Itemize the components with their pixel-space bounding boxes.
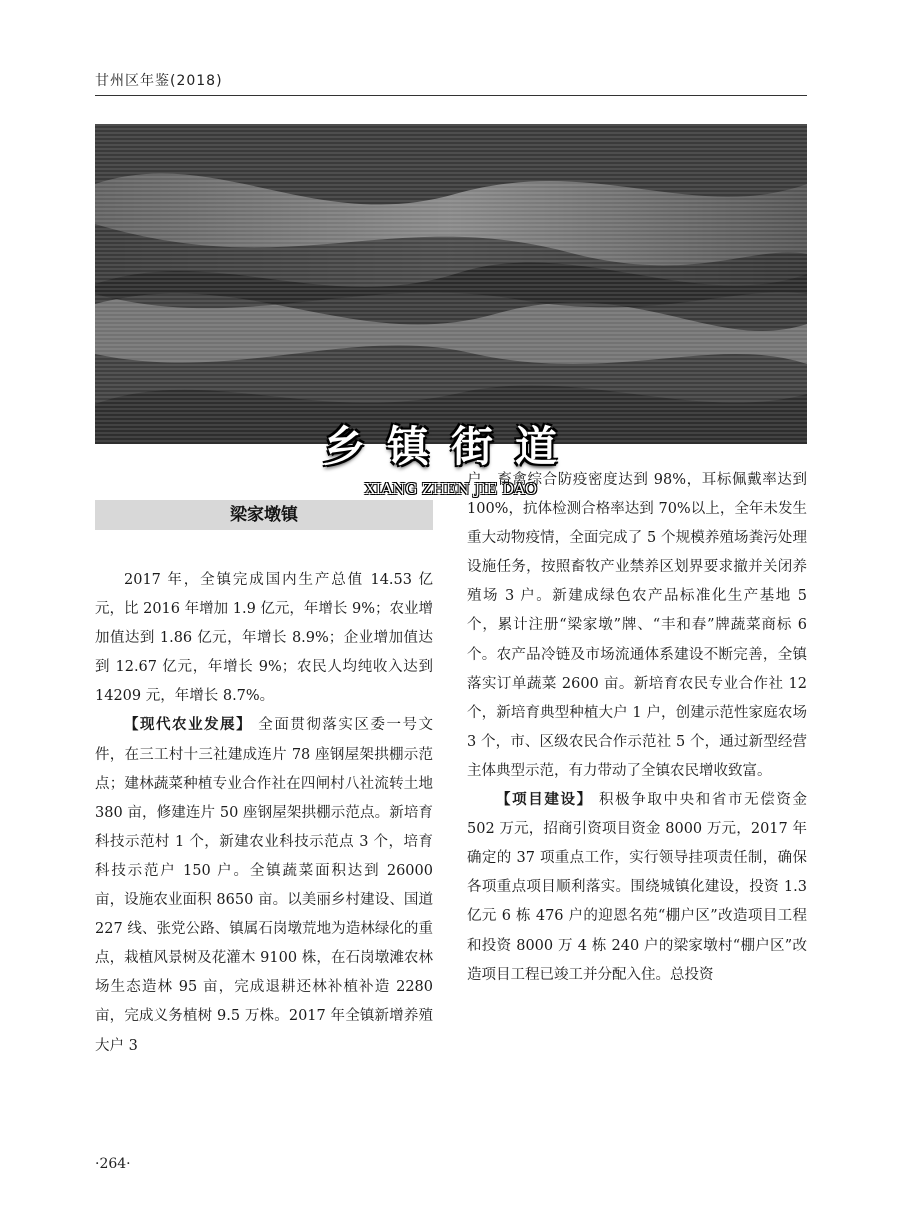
header-divider — [95, 95, 807, 96]
section-heading: 梁家墩镇 — [95, 500, 433, 530]
running-header-title: 甘州区年鉴(2018) — [95, 73, 223, 89]
keyword-modern-agriculture: 【现代农业发展】 — [124, 717, 253, 734]
paragraph-project-construction — [467, 786, 807, 990]
chapter-subtitle-pinyin: XIANG ZHEN JIE DAO — [364, 480, 538, 498]
paragraph-modern-agriculture-text: 全面贯彻落实区委一号文件，在三工村十三社建成连片 78 座钢屋架拱棚示范点；建林蔬菜种植专业合作社在四闸村八社流转土地 380 亩，修建连片 50 座钢屋架拱棚示范点。新培育科技示范村 1 个，新建农业科技示范点 3 个，培育科技示范户 150 户。全镇蔬菜面积达到 26000 亩，设施农业面积 8650 亩。以美丽乡村建设、国道 227 线、张党公路、镇属石岗墩荒地为造林绿化的重点，栽植风景树及花灌木 9100 株，在石岗墩滩农林场生态造林 95 亩，完成退耕还林补植补造 2280 亩，完成义务植树 9.5 万株。2017 年全镇新增养殖大户 3 — [95, 717, 434, 1054]
paragraph-livestock-continued: 户，畜禽综合防疫密度达到 98%，耳标佩戴率达到 100%，抗体检测合格率达到 70%以上，全年未发生重大动物疫情，全面完成了 5 个规模养殖场粪污处理设施任务，按照畜牧产业禁养区划界要求撤并关闭养殖场 3 户。新建成绿色农产品标准化生产基地 5 个，累计注册“梁家墩”牌、“丰和春”牌蔬菜商标 6 个。农产品冷链及市场流通体系建设不断完善，全镇落实订单蔬菜 2600 亩。新培育农民专业合作社 12 个，新培育典型种植大户 1 户，创建示范性家庭农场 3 个，市、区级农民合作示范社 5 个，通过新型经营主体典型示范，有力带动了全镇农民增收致富。 — [467, 472, 807, 779]
right-column — [467, 466, 807, 990]
banner-background-image — [95, 124, 807, 444]
paragraph-modern-agriculture — [95, 711, 433, 1060]
page-number: ·264· — [95, 1156, 131, 1172]
left-column — [95, 566, 433, 1061]
keyword-project-construction: 【项目建设】 — [496, 792, 593, 809]
chapter-banner — [95, 124, 807, 498]
paragraph-project-construction-text: 积极争取中央和省市无偿资金 502 万元，招商引资项目资金 8000 万元，2017 年确定的 37 项重点工作，实行领导挂项责任制，确保各项重点项目顺利落实。围绕城镇化建设，投资 1.3 亿元 6 栋 476 户的迎恩名苑“棚户区”改造项目工程和投资 8000 万 4 栋 240 户的梁家墩村“棚户区”改造项目工程已竣工并分配入住。总投资 — [467, 792, 808, 983]
paragraph-economy: 2017 年，全镇完成国内生产总值 14.53 亿元，比 2016 年增加 1.9 亿元，年增长 9%；农业增加值达到 1.86 亿元，年增长 8.9%；企业增加值达到 12.67 亿元，年增长 9%；农民人均纯收入达到 14209 元，年增长 8.7%。 — [95, 572, 434, 705]
chapter-title: 乡镇街道 — [322, 422, 579, 471]
